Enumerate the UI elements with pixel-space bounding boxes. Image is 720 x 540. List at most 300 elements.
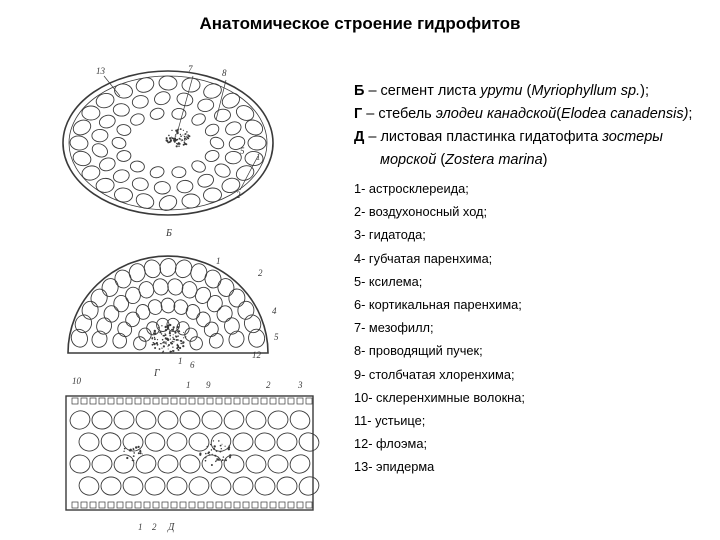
cell-outline bbox=[203, 122, 220, 138]
stipple-dot bbox=[168, 135, 170, 137]
cell-outline bbox=[123, 310, 141, 329]
cell-outline bbox=[100, 277, 119, 298]
stipple-dot bbox=[160, 343, 161, 344]
cell-outline bbox=[190, 112, 207, 128]
stipple-dot bbox=[183, 337, 184, 338]
cell-outline bbox=[190, 159, 207, 174]
cell-outline bbox=[90, 329, 110, 349]
cell-outline bbox=[69, 454, 90, 473]
figure-d-leaf-blade bbox=[66, 396, 322, 510]
stipple-dot bbox=[171, 329, 173, 331]
stipple-dot bbox=[161, 348, 162, 349]
cell-outline bbox=[224, 317, 240, 334]
stipple-dot bbox=[184, 143, 186, 145]
epidermis-cell bbox=[99, 398, 105, 404]
cell-outline bbox=[204, 149, 220, 163]
stipple-dot bbox=[126, 457, 128, 459]
stipple-dot bbox=[182, 345, 184, 347]
stipple-dot bbox=[205, 453, 207, 455]
epidermis-cell bbox=[81, 398, 87, 404]
legend-item: 10- склеренхимные волокна; bbox=[354, 389, 525, 405]
epidermis-cell bbox=[252, 398, 258, 404]
epidermis-cell bbox=[153, 398, 159, 404]
stipple-dot bbox=[169, 332, 171, 334]
epidermis-cell bbox=[126, 398, 132, 404]
stipple-dot bbox=[175, 135, 177, 137]
stipple-dot bbox=[222, 459, 224, 461]
cell-outline bbox=[266, 453, 289, 474]
stipple-dot bbox=[182, 135, 183, 136]
figure-b-leaf-segment bbox=[63, 71, 273, 215]
cell-outline bbox=[178, 408, 203, 431]
stipple-dot bbox=[173, 334, 174, 335]
epidermis-cell bbox=[198, 398, 204, 404]
cell-outline bbox=[116, 124, 132, 137]
figure-label: Г bbox=[154, 368, 160, 379]
epidermis-cell bbox=[108, 398, 114, 404]
stipple-dot bbox=[223, 456, 224, 457]
stipple-dot bbox=[153, 343, 155, 345]
cell-outline bbox=[200, 453, 224, 475]
stipple-dot bbox=[173, 338, 175, 340]
cell-outline bbox=[149, 165, 165, 179]
blade-outline bbox=[66, 396, 313, 510]
stipple-dot bbox=[142, 454, 143, 455]
stipple-dot bbox=[174, 141, 176, 143]
cell-outline bbox=[112, 333, 127, 349]
cell-outline bbox=[248, 136, 266, 150]
cell-outline bbox=[216, 277, 235, 298]
stipple-dot bbox=[163, 345, 165, 347]
epidermis-cell bbox=[306, 502, 312, 508]
cell-outline bbox=[179, 454, 202, 475]
cell-outline bbox=[187, 474, 212, 498]
stipple-dot bbox=[178, 350, 179, 351]
cell-outline bbox=[214, 303, 234, 324]
stipple-dot bbox=[228, 448, 230, 450]
legend-item: 11- устьице; bbox=[354, 413, 426, 429]
stipple-dot bbox=[182, 140, 183, 141]
epidermis-cell bbox=[189, 398, 195, 404]
stipple-dot bbox=[173, 350, 175, 352]
figure-label: 1 bbox=[256, 152, 261, 162]
stipple-dot bbox=[158, 327, 159, 328]
stipple-dot bbox=[170, 342, 172, 344]
stipple-dot bbox=[212, 454, 213, 455]
stipple-dot bbox=[175, 130, 177, 132]
epidermis-cell bbox=[180, 502, 186, 508]
legend-item: 2- воздухоносный ход; bbox=[354, 204, 488, 220]
cell-outline bbox=[200, 409, 223, 431]
cell-outline bbox=[90, 453, 113, 475]
stipple-dot bbox=[172, 337, 173, 338]
cell-outline bbox=[244, 453, 268, 475]
cell-outline bbox=[220, 90, 242, 111]
stipple-dot bbox=[166, 343, 167, 344]
cell-outline bbox=[154, 181, 171, 194]
cell-outline bbox=[134, 191, 156, 211]
cell-outline bbox=[113, 410, 134, 430]
figure-label: 9 bbox=[206, 380, 211, 390]
stipple-dot bbox=[132, 460, 134, 462]
stipple-dot bbox=[225, 459, 227, 461]
cell-outline bbox=[213, 161, 233, 179]
cell-outline bbox=[277, 477, 298, 496]
epidermis-cell bbox=[162, 398, 168, 404]
cell-outline bbox=[81, 300, 99, 320]
epidermis-cell bbox=[261, 398, 267, 404]
cell-outline bbox=[287, 452, 312, 476]
cell-outline bbox=[231, 475, 254, 497]
stipple-dot bbox=[186, 136, 187, 137]
epidermis-cell bbox=[234, 398, 240, 404]
stipple-dot bbox=[184, 136, 186, 138]
stipple-dot bbox=[186, 139, 187, 140]
cell-outline bbox=[187, 431, 211, 454]
cell-outline bbox=[78, 432, 100, 453]
cell-outline bbox=[254, 432, 275, 452]
epidermis-cell bbox=[270, 502, 276, 508]
figure-label: 2 bbox=[152, 522, 157, 532]
cell-outline bbox=[222, 453, 246, 476]
stipple-dot bbox=[178, 146, 179, 147]
stipple-dot bbox=[169, 335, 171, 337]
stipple-dot bbox=[185, 336, 186, 337]
cell-outline bbox=[244, 409, 268, 431]
cell-outline bbox=[69, 135, 89, 152]
cell-outline bbox=[76, 474, 101, 498]
stipple-dot bbox=[124, 448, 126, 450]
stipple-dot bbox=[123, 451, 124, 452]
cell-outline bbox=[208, 135, 225, 151]
caption-g: Г – стебель элодеи канадской(Elodea canadensis); bbox=[354, 106, 693, 122]
cell-outline bbox=[69, 327, 90, 349]
figure-label: 4 bbox=[272, 306, 277, 316]
stipple-dot bbox=[165, 333, 166, 334]
stipple-dot bbox=[165, 329, 167, 331]
stipple-dot bbox=[218, 440, 220, 442]
stipple-dot bbox=[175, 134, 176, 135]
figure-label: 1 bbox=[138, 522, 143, 532]
epidermis-cell bbox=[198, 502, 204, 508]
cell-outline bbox=[209, 474, 234, 498]
stipple-dot bbox=[166, 137, 168, 139]
stipple-dot bbox=[184, 139, 186, 141]
stipple-dot bbox=[161, 325, 162, 326]
cell-outline bbox=[276, 431, 299, 452]
cell-outline bbox=[112, 168, 130, 184]
cell-outline bbox=[113, 103, 130, 116]
stipple-dot bbox=[211, 449, 212, 450]
stipple-dot bbox=[167, 326, 169, 328]
stipple-dot bbox=[228, 446, 230, 448]
cell-outline bbox=[142, 430, 168, 455]
epidermis-cell bbox=[243, 502, 249, 508]
stipple-dot bbox=[214, 455, 216, 457]
legend-item: 9- столбчатая хлоренхима; bbox=[354, 366, 515, 382]
stipple-dot bbox=[222, 444, 223, 445]
figure-label: 10 bbox=[72, 376, 81, 386]
legend-item: 7- мезофилл; bbox=[354, 320, 434, 336]
stipple-dot bbox=[218, 459, 220, 461]
stipple-dot bbox=[152, 344, 153, 345]
epidermis-cell bbox=[72, 398, 78, 404]
stipple-dot bbox=[205, 460, 207, 462]
caption-d: Д – листовая пластинка гидатофита зостеры морской (Zostera marina) bbox=[354, 129, 663, 168]
page-title: Анатомическое строение гидрофитов bbox=[199, 14, 521, 33]
stipple-dot bbox=[176, 143, 177, 144]
figure-label: Б bbox=[166, 228, 172, 239]
stipple-dot bbox=[153, 332, 155, 334]
epidermis-cell bbox=[144, 398, 150, 404]
stipple-dot bbox=[184, 141, 186, 143]
stipple-dot bbox=[216, 458, 218, 460]
epidermis-cell bbox=[108, 502, 114, 508]
cell-outline bbox=[193, 285, 213, 306]
epidermis-cell bbox=[297, 398, 303, 404]
cell-outline bbox=[133, 452, 158, 476]
figure-label: 5 bbox=[274, 332, 279, 342]
stipple-dot bbox=[229, 454, 231, 456]
stipple-dot bbox=[163, 352, 164, 353]
epidermis-cell bbox=[135, 502, 141, 508]
epidermis-cell bbox=[225, 398, 231, 404]
cell-outline bbox=[113, 268, 133, 289]
cell-outline bbox=[203, 188, 222, 203]
cell-outline bbox=[172, 108, 187, 120]
cell-outline bbox=[296, 474, 322, 499]
stipple-dot bbox=[180, 139, 181, 140]
leader-line bbox=[178, 76, 193, 130]
stipple-dot bbox=[177, 326, 179, 328]
stipple-dot bbox=[177, 139, 178, 140]
cell-outline bbox=[182, 78, 200, 92]
cell-outline bbox=[287, 408, 313, 433]
cell-outline bbox=[149, 107, 166, 121]
stipple-dot bbox=[182, 343, 183, 344]
epidermis-cell bbox=[216, 398, 222, 404]
stipple-dot bbox=[205, 457, 206, 458]
stipple-dot bbox=[140, 452, 142, 454]
stipple-dot bbox=[185, 133, 187, 135]
stipple-dot bbox=[180, 340, 182, 342]
cell-outline bbox=[172, 167, 186, 178]
stipple-dot bbox=[159, 348, 161, 350]
hydrophyte-anatomy-figure bbox=[28, 58, 328, 536]
cell-outline bbox=[202, 81, 224, 100]
stipple-dot bbox=[173, 326, 175, 328]
stipple-dot bbox=[187, 134, 189, 136]
epidermis-cell bbox=[72, 502, 78, 508]
stipple-dot bbox=[138, 452, 140, 454]
epidermis-cell bbox=[261, 502, 267, 508]
cell-outline bbox=[68, 408, 93, 432]
cell-outline bbox=[116, 150, 131, 162]
epidermis-cell bbox=[171, 398, 177, 404]
cell-outline bbox=[221, 408, 247, 433]
cell-outline bbox=[131, 94, 149, 109]
cell-outline bbox=[196, 172, 215, 189]
cell-outline bbox=[101, 477, 121, 495]
stipple-dot bbox=[179, 143, 180, 144]
figure-label: 6 bbox=[190, 360, 195, 370]
stipple-dot bbox=[133, 448, 135, 450]
stipple-dot bbox=[152, 337, 153, 338]
cell-outline bbox=[159, 75, 178, 90]
stipple-dot bbox=[207, 446, 209, 448]
stipple-dot bbox=[210, 444, 211, 445]
stipple-dot bbox=[225, 446, 226, 447]
stipple-dot bbox=[154, 338, 156, 340]
cell-outline bbox=[81, 164, 102, 182]
stipple-dot bbox=[218, 457, 219, 458]
cell-outline bbox=[82, 106, 100, 120]
stipple-dot bbox=[208, 451, 210, 453]
stipple-dot bbox=[157, 344, 159, 346]
stipple-dot bbox=[163, 335, 164, 336]
stipple-dot bbox=[165, 326, 167, 328]
epidermis-cell bbox=[162, 502, 168, 508]
stipple-dot bbox=[170, 351, 172, 353]
caption-b: Б – сегмент листа урути (Myriophyllum sp.); bbox=[354, 83, 649, 99]
epidermis-cell bbox=[216, 502, 222, 508]
stipple-dot bbox=[133, 452, 135, 454]
figure-g-stem-section bbox=[68, 256, 268, 353]
stipple-dot bbox=[214, 445, 216, 447]
stipple-dot bbox=[171, 137, 172, 138]
stipple-dot bbox=[161, 333, 162, 334]
epidermis-cell bbox=[207, 398, 213, 404]
figure-label: 7 bbox=[188, 64, 193, 74]
figure-label: 2 bbox=[236, 190, 241, 200]
stipple-dot bbox=[180, 343, 182, 345]
epidermis-cell bbox=[306, 398, 312, 404]
legend-item: 3- гидатода; bbox=[354, 227, 426, 243]
cell-outline bbox=[166, 476, 187, 495]
stipple-dot bbox=[171, 130, 172, 131]
figure-label: 2 bbox=[266, 380, 271, 390]
stipple-dot bbox=[176, 145, 178, 147]
stipple-dot bbox=[168, 349, 169, 350]
epidermis-cell bbox=[288, 398, 294, 404]
stipple-dot bbox=[173, 341, 174, 342]
epidermis-cell bbox=[117, 398, 123, 404]
stipple-dot bbox=[220, 451, 222, 453]
epidermis-cell bbox=[180, 398, 186, 404]
stipple-dot bbox=[154, 330, 156, 332]
cell-outline bbox=[92, 411, 112, 429]
stipple-dot bbox=[165, 341, 166, 342]
epidermis-cell bbox=[153, 502, 159, 508]
cell-outline bbox=[98, 429, 124, 454]
figure-label: 13 bbox=[96, 66, 105, 76]
stipple-dot bbox=[133, 460, 134, 461]
stipple-dot bbox=[177, 345, 179, 347]
stipple-dot bbox=[179, 347, 181, 349]
cell-outline bbox=[121, 474, 146, 497]
stipple-dot bbox=[229, 456, 231, 458]
stipple-dot bbox=[169, 137, 171, 139]
stipple-dot bbox=[216, 450, 218, 452]
cell-outline bbox=[111, 452, 136, 476]
cell-outline bbox=[114, 295, 129, 312]
epidermis-cell bbox=[279, 398, 285, 404]
epidermis-cell bbox=[171, 502, 177, 508]
cell-outline bbox=[232, 432, 255, 453]
cell-outline bbox=[134, 408, 159, 431]
epidermis-cell bbox=[252, 502, 258, 508]
stipple-dot bbox=[169, 324, 171, 326]
legend-item: 6- кортикальная паренхима; bbox=[354, 297, 522, 313]
stipple-dot bbox=[213, 440, 214, 441]
epidermis-cell bbox=[288, 502, 294, 508]
cell-outline bbox=[197, 98, 215, 113]
stipple-dot bbox=[180, 135, 182, 137]
stipple-dot bbox=[221, 448, 222, 449]
caption-block bbox=[354, 80, 704, 479]
cell-outline bbox=[296, 430, 321, 454]
epidermis-cell bbox=[90, 398, 96, 404]
figure-label: 1 bbox=[178, 356, 183, 366]
cell-outline bbox=[90, 141, 110, 160]
cell-outline bbox=[165, 430, 190, 454]
cell-outline bbox=[153, 90, 172, 107]
stipple-dot bbox=[172, 347, 173, 348]
stipple-dot bbox=[164, 343, 165, 344]
stipple-dot bbox=[199, 453, 201, 455]
epidermis-cell bbox=[243, 398, 249, 404]
stipple-dot bbox=[184, 137, 186, 139]
stipple-dot bbox=[172, 341, 173, 342]
stipple-dot bbox=[174, 332, 176, 334]
epidermis-cell bbox=[270, 398, 276, 404]
cell-outline bbox=[176, 180, 193, 194]
stipple-dot bbox=[167, 346, 168, 347]
cell-outline bbox=[208, 429, 234, 454]
stipple-dot bbox=[176, 339, 178, 341]
stipple-dot bbox=[135, 446, 137, 448]
cell-outline bbox=[158, 257, 178, 278]
stipple-dot bbox=[130, 449, 132, 451]
stipple-dot bbox=[157, 339, 158, 340]
legend-item: 13- эпидерма bbox=[354, 459, 435, 475]
stipple-dot bbox=[213, 448, 215, 450]
figure-label: 5 bbox=[240, 146, 245, 156]
stipple-dot bbox=[181, 140, 182, 141]
figure-label: 12 bbox=[252, 350, 261, 360]
legend-item: 8- проводящий пучек; bbox=[354, 343, 483, 359]
stipple-dot bbox=[139, 450, 141, 452]
figure-label: 2 bbox=[258, 268, 263, 278]
stipple-dot bbox=[183, 130, 184, 131]
figure-label: 1 bbox=[216, 256, 221, 266]
stipple-dot bbox=[154, 337, 155, 338]
stipple-dot bbox=[170, 339, 171, 340]
stipple-dot bbox=[211, 464, 213, 466]
cell-outline bbox=[96, 178, 115, 194]
cell-outline bbox=[111, 136, 127, 150]
stipple-dot bbox=[163, 351, 164, 352]
cell-outline bbox=[156, 409, 180, 432]
cell-outline bbox=[196, 311, 212, 328]
epidermis-cell bbox=[90, 502, 96, 508]
stipple-dot bbox=[159, 331, 161, 333]
cell-outline bbox=[144, 476, 165, 496]
legend-list bbox=[354, 177, 704, 479]
cell-outline bbox=[253, 475, 276, 497]
stipple-dot bbox=[220, 445, 222, 447]
epidermis-cell bbox=[297, 502, 303, 508]
